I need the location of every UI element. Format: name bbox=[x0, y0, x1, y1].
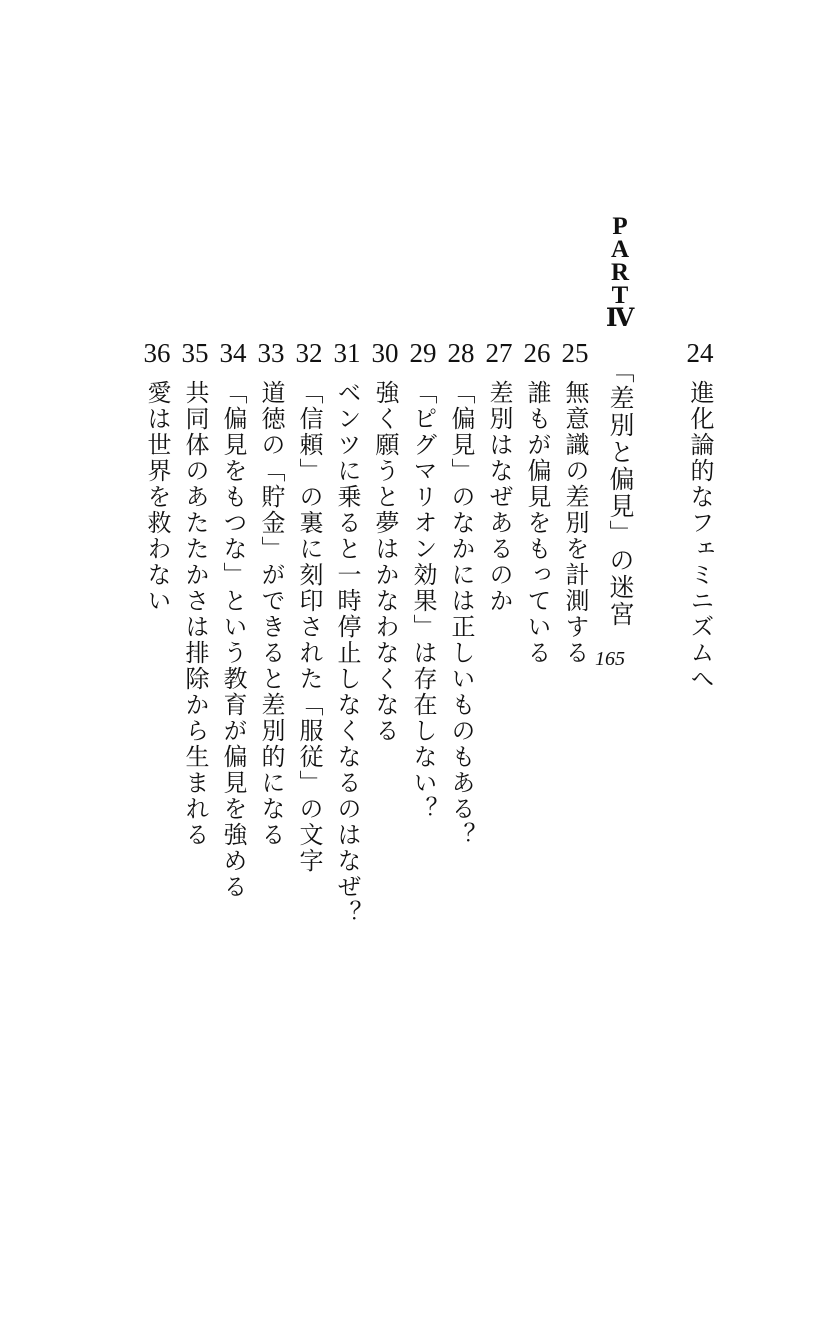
toc-entry-25[interactable] bbox=[555, 338, 595, 666]
entry-title: 愛は世界を救わない bbox=[143, 380, 171, 614]
part-letter: T bbox=[611, 282, 629, 309]
toc-entry-26[interactable] bbox=[517, 338, 557, 666]
part-letter: A bbox=[610, 236, 630, 263]
toc-entry-28[interactable] bbox=[441, 338, 481, 848]
toc-entry-36[interactable] bbox=[137, 338, 177, 614]
entry-number: 28 bbox=[447, 338, 475, 368]
part-label bbox=[600, 215, 640, 330]
entry-number: 33 bbox=[257, 338, 285, 368]
entry-number: 31 bbox=[333, 338, 361, 368]
toc-entry-24[interactable] bbox=[680, 338, 720, 692]
entry-number: 35 bbox=[181, 338, 209, 368]
part-page-number: 165 bbox=[595, 648, 625, 670]
toc-entry-35[interactable] bbox=[175, 338, 215, 848]
entry-title: 強く願うと夢はかなわなくなる bbox=[371, 380, 399, 744]
entry-title: ベンツに乗ると一時停止しなくなるのはなぜ？ bbox=[333, 380, 361, 926]
toc-entry-32[interactable] bbox=[289, 338, 329, 874]
entry-number: 30 bbox=[371, 338, 399, 368]
toc-entry-34[interactable] bbox=[213, 338, 253, 900]
part-title[interactable]: 「差別と偏見」の迷宮 bbox=[606, 358, 635, 628]
part-numeral: Ⅳ bbox=[605, 305, 635, 332]
toc-entry-29[interactable] bbox=[403, 338, 443, 822]
entry-number: 25 bbox=[561, 338, 589, 368]
entry-title: 進化論的なフェミニズムへ bbox=[686, 380, 714, 692]
entry-number: 24 bbox=[686, 338, 714, 368]
entry-number: 34 bbox=[219, 338, 247, 368]
entry-title: 「信頼」の裏に刻印された「服従」の文字 bbox=[295, 380, 323, 874]
entry-title: 差別はなぜあるのか bbox=[485, 380, 513, 614]
entry-number: 32 bbox=[295, 338, 323, 368]
entry-title: 「偏見をもつな」という教育が偏見を強める bbox=[219, 380, 247, 900]
entry-title: 道徳の「貯金」ができると差別的になる bbox=[257, 380, 285, 848]
toc-entry-30[interactable] bbox=[365, 338, 405, 744]
entry-number: 26 bbox=[523, 338, 551, 368]
entry-title: 「偏見」のなかには正しいものもある？ bbox=[447, 380, 475, 848]
entry-title: 無意識の差別を計測する bbox=[561, 380, 589, 666]
toc-entry-33[interactable] bbox=[251, 338, 291, 848]
toc-entry-27[interactable] bbox=[479, 338, 519, 614]
part-letter: P bbox=[612, 213, 628, 240]
entry-title: 共同体のあたたかさは排除から生まれる bbox=[181, 380, 209, 848]
entry-number: 27 bbox=[485, 338, 513, 368]
entry-title: 誰もが偏見をもっている bbox=[523, 380, 551, 666]
entry-number: 29 bbox=[409, 338, 437, 368]
part-letter: R bbox=[610, 259, 630, 286]
toc-entry-31[interactable] bbox=[327, 338, 367, 926]
entry-number: 36 bbox=[143, 338, 171, 368]
entry-title: 「ピグマリオン効果」は存在しない？ bbox=[409, 380, 437, 822]
